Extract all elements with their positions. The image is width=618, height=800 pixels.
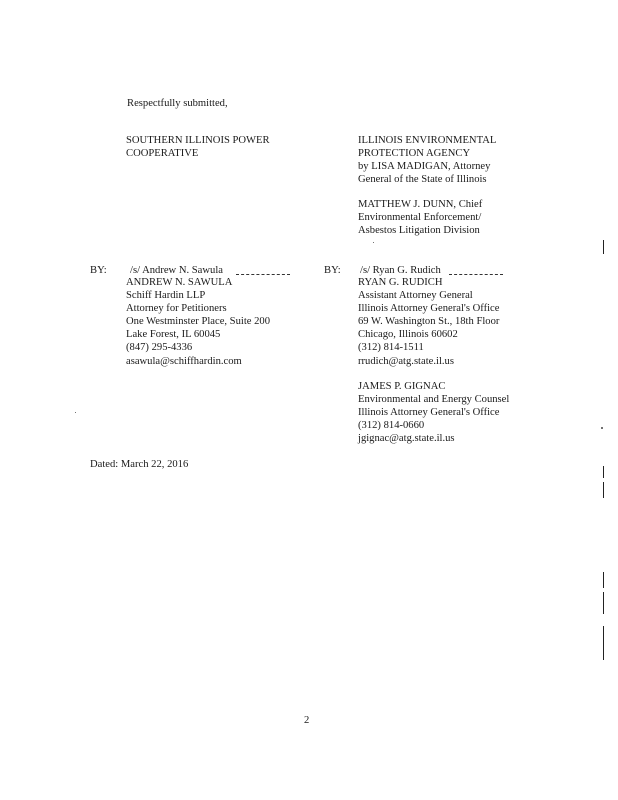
closing-text: Respectfully submitted, bbox=[127, 98, 228, 109]
right-attorney-line: Chicago, Illinois 60602 bbox=[358, 329, 458, 341]
left-attorney-line: asawula@schiffhardin.com bbox=[126, 355, 242, 367]
second-attorney-block bbox=[358, 380, 509, 445]
left-signature-block bbox=[126, 276, 270, 368]
left-attorney-line: Attorney for Petitioners bbox=[126, 303, 227, 315]
left-attorney-line: ANDREW N. SAWULA bbox=[126, 277, 233, 288]
second-attorney-line: Illinois Attorney General's Office bbox=[358, 407, 500, 419]
right-signature-text: /s/ Ryan G. Rudich bbox=[360, 265, 441, 276]
right-attorney-line: rrudich@atg.state.il.us bbox=[358, 355, 454, 367]
right-party-line: by LISA MADIGAN, Attorney bbox=[358, 161, 491, 173]
page-number: 2 bbox=[304, 715, 310, 726]
second-attorney-line: JAMES P. GIGNAC bbox=[358, 381, 446, 392]
left-party-block bbox=[126, 134, 270, 160]
scan-mark bbox=[603, 572, 604, 588]
right-attorney-line: Assistant Attorney General bbox=[358, 290, 473, 302]
scan-speck bbox=[373, 242, 374, 243]
division-line: MATTHEW J. DUNN, Chief bbox=[358, 199, 483, 210]
dated-line: Dated: March 22, 2016 bbox=[90, 459, 189, 470]
left-attorney-line: Schiff Hardin LLP bbox=[126, 290, 206, 302]
right-signature-block bbox=[358, 276, 499, 368]
scan-mark bbox=[603, 482, 604, 498]
division-line: Asbestos Litigation Division bbox=[358, 225, 480, 237]
right-division-block bbox=[358, 198, 482, 237]
second-attorney-line: jgignac@atg.state.il.us bbox=[358, 433, 455, 445]
left-attorney-line: (847) 295-4336 bbox=[126, 342, 193, 354]
right-party-block bbox=[358, 134, 496, 186]
scan-speck bbox=[75, 412, 76, 413]
right-party-line: General of the State of Illinois bbox=[358, 174, 487, 186]
right-attorney-line: RYAN G. RUDICH bbox=[358, 277, 443, 288]
scan-mark bbox=[603, 466, 604, 478]
scan-mark bbox=[603, 240, 604, 254]
left-attorney-line: Lake Forest, IL 60045 bbox=[126, 329, 221, 341]
scan-speck bbox=[601, 427, 603, 429]
by-label-left: BY: bbox=[90, 265, 107, 276]
division-line: Environmental Enforcement/ bbox=[358, 212, 482, 224]
right-signature-line bbox=[449, 274, 503, 275]
right-attorney-line: Illinois Attorney General's Office bbox=[358, 303, 500, 315]
second-attorney-line: Environmental and Energy Counsel bbox=[358, 394, 510, 406]
left-signature-line bbox=[236, 274, 290, 275]
right-attorney-line: 69 W. Washington St., 18th Floor bbox=[358, 316, 500, 328]
left-attorney-line: One Westminster Place, Suite 200 bbox=[126, 316, 271, 328]
left-party-line: SOUTHERN ILLINOIS POWER bbox=[126, 135, 270, 146]
right-party-line: PROTECTION AGENCY bbox=[358, 148, 471, 160]
right-party-line: ILLINOIS ENVIRONMENTAL bbox=[358, 135, 497, 146]
by-label-right: BY: bbox=[324, 265, 341, 276]
left-signature-text: /s/ Andrew N. Sawula bbox=[130, 265, 223, 276]
left-party-line: COOPERATIVE bbox=[126, 148, 199, 160]
second-attorney-line: (312) 814-0660 bbox=[358, 420, 425, 432]
right-attorney-line: (312) 814-1511 bbox=[358, 342, 424, 354]
scan-mark bbox=[603, 626, 604, 660]
scan-mark bbox=[603, 592, 604, 614]
